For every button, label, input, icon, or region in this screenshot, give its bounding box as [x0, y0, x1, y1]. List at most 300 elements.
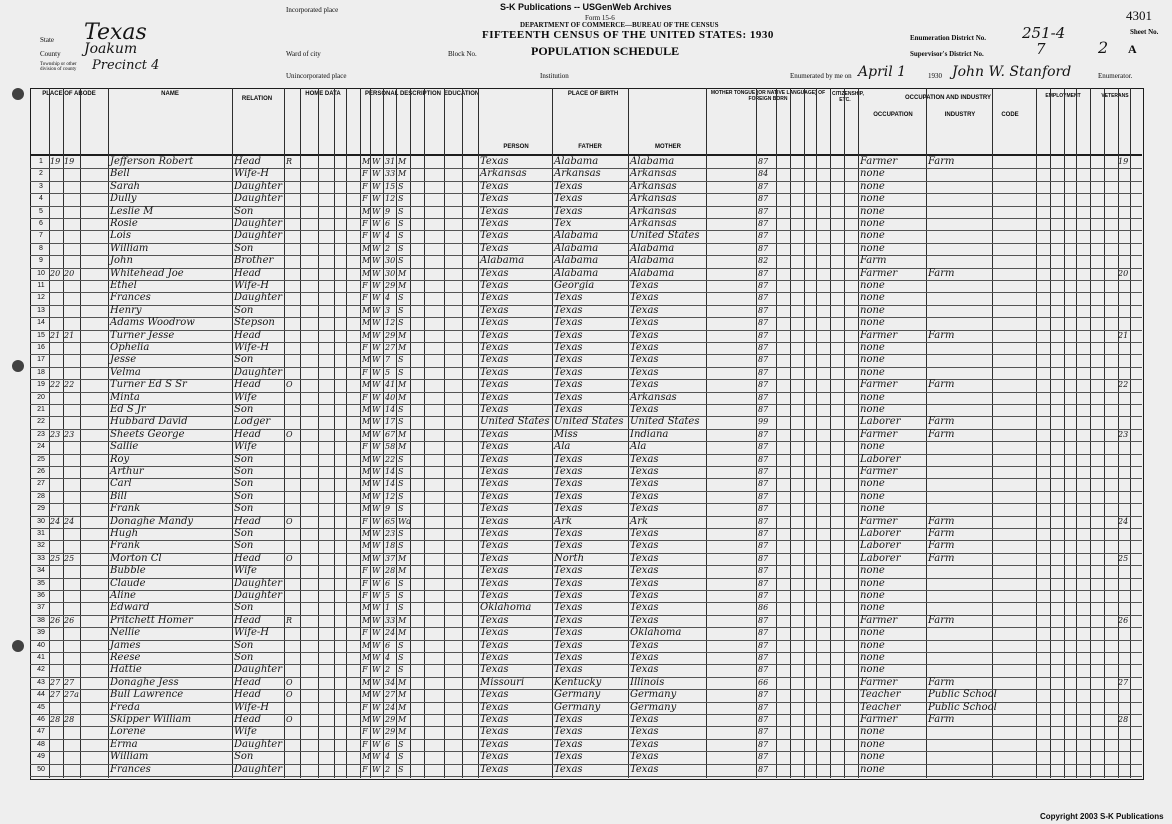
head-occupation: OCCUPATION	[873, 112, 913, 118]
cell-bp: Texas	[480, 503, 509, 515]
cell-code: 87	[758, 504, 769, 514]
cell-mbp: Texas	[630, 379, 659, 391]
cell-ms: S	[398, 529, 404, 538]
cell-dw: 26	[50, 615, 61, 625]
cell-ln: 27	[1118, 677, 1129, 687]
cell-mbp: Texas	[630, 292, 659, 304]
cell-ind: Public School	[928, 701, 997, 713]
cell-sex: F	[362, 764, 368, 774]
cell-name: Bell	[110, 168, 130, 180]
cell-rel: Son	[234, 540, 254, 552]
cell-rel: Daughter	[234, 738, 282, 750]
cell-name: Ophelia	[110, 342, 150, 353]
cell-age: 12	[385, 194, 396, 204]
cell-mbp: Arkansas	[630, 193, 677, 205]
cell-sex: M	[362, 243, 371, 253]
cell-ms: S	[398, 293, 404, 303]
cell-occ: Teacher	[860, 701, 901, 713]
cell-sex: M	[362, 529, 371, 538]
cell-name: Bubble	[110, 565, 146, 577]
supervisor-value: 7	[1036, 40, 1046, 58]
institution-label: Institution	[540, 72, 569, 80]
cell-ln: 23	[1118, 429, 1129, 439]
cell-name: Erma	[110, 738, 138, 750]
cell-bp: Texas	[480, 701, 509, 713]
cell-mbp: Texas	[630, 466, 659, 477]
cell-name: Leslie M	[110, 205, 154, 217]
cell-ms: S	[398, 318, 404, 328]
cell-age: 14	[385, 405, 396, 414]
head-mother: MOTHER	[655, 144, 681, 150]
cell-ms: S	[398, 504, 404, 514]
cell-ms: S	[398, 405, 404, 414]
cell-mbp: Germany	[630, 689, 677, 701]
cell-name: Jefferson Robert	[110, 156, 194, 167]
enum-district-label: Enumeration District No.	[910, 34, 987, 42]
cell-occ: none	[860, 168, 885, 180]
cell-rel: Son	[234, 205, 254, 217]
cell-code: 87	[758, 553, 769, 563]
cell-rel: Head	[234, 329, 262, 341]
cell-occ: none	[860, 280, 885, 291]
cell-name: Donaghe Mandy	[110, 515, 194, 527]
cell-race: W	[372, 702, 381, 712]
cell-code: 87	[758, 702, 769, 712]
row-number: 28	[37, 492, 45, 500]
cell-age: 23	[385, 529, 396, 538]
row-number: 14	[37, 319, 45, 327]
cell-bp: Texas	[480, 590, 509, 601]
cell-sex: F	[362, 442, 368, 452]
cell-ms: M	[398, 677, 407, 687]
cell-rel: Son	[234, 478, 254, 490]
cell-dw: 27	[50, 677, 61, 687]
group-home-data: HOME DATA	[305, 91, 341, 97]
cell-name: Bull Lawrence	[110, 689, 184, 701]
cell-rel: Head	[234, 379, 262, 391]
cell-fbp: Alabama	[554, 156, 599, 167]
cell-rel: Wife-H	[234, 168, 270, 180]
cell-rel: Wife	[234, 726, 257, 738]
cell-ms: Wd	[398, 516, 412, 526]
cell-name: Turner Ed S Sr	[110, 379, 187, 391]
cell-fbp: Texas	[554, 614, 583, 626]
cell-code: 84	[758, 169, 769, 179]
cell-ms: S	[398, 367, 404, 377]
state-label: State	[40, 36, 54, 44]
cell-age: 24	[385, 628, 396, 638]
cell-fbp: Tex	[554, 218, 572, 229]
cell-sex: M	[362, 479, 371, 489]
cell-rel: Head	[234, 676, 262, 688]
cell-race: W	[372, 429, 381, 439]
cell-sex: F	[362, 392, 368, 402]
cell-occ: none	[860, 205, 885, 217]
cell-bp: Texas	[480, 751, 509, 763]
cell-fbp: Texas	[554, 751, 583, 763]
cell-sex: M	[362, 615, 371, 625]
cell-fbp: Ala	[554, 441, 571, 453]
cell-race: W	[372, 181, 381, 191]
cell-occ: none	[860, 230, 885, 242]
cell-occ: Laborer	[860, 416, 901, 428]
cell-code: 87	[758, 454, 769, 464]
cell-race: W	[372, 529, 381, 538]
cell-race: W	[372, 343, 381, 352]
cell-occ: none	[860, 218, 885, 229]
row-number: 43	[37, 678, 45, 686]
cell-ln: 19	[1118, 157, 1129, 166]
cell-race: W	[372, 727, 381, 737]
row-number: 31	[37, 530, 45, 537]
cell-mbp: Texas	[630, 490, 659, 502]
cell-sex: M	[362, 318, 371, 328]
cell-ms: S	[398, 181, 404, 191]
row-number: 45	[37, 703, 45, 711]
group-mother-tongue: MOTHER TONGUE (OR NATIVE LANGUAGE) OF FOREIGN BORN	[710, 90, 826, 102]
cell-occ: none	[860, 602, 885, 614]
row-number: 26	[37, 468, 45, 475]
cell-bp: Texas	[480, 565, 509, 577]
cell-sex: M	[362, 355, 371, 365]
township-value: Precinct 4	[92, 58, 160, 73]
cell-fam: 24	[64, 516, 75, 526]
cell-race: W	[372, 764, 381, 774]
cell-ind: Farm	[928, 614, 955, 626]
cell-code: 87	[758, 727, 769, 737]
cell-rel: Son	[234, 242, 254, 254]
department-heading: DEPARTMENT OF COMMERCE—BUREAU OF THE CENSUS	[520, 21, 719, 29]
cell-race: W	[372, 194, 381, 204]
cell-fbp: Arkansas	[554, 168, 601, 180]
cell-bp: Texas	[480, 738, 509, 750]
cell-ms: M	[398, 281, 407, 290]
cell-occ: none	[860, 242, 885, 254]
cell-rel: Head	[234, 552, 262, 564]
row-number: 38	[37, 616, 45, 624]
cell-occ: Farmer	[860, 329, 898, 341]
row-number: 15	[37, 331, 45, 339]
cell-fbp: Miss	[554, 428, 578, 440]
cell-name: Rosie	[110, 218, 138, 229]
cell-bp: Texas	[480, 490, 509, 502]
cell-rel: Wife	[234, 565, 257, 577]
cell-sex: M	[362, 305, 371, 315]
cell-name: Dully	[110, 193, 137, 205]
cell-mbp: Texas	[630, 614, 659, 626]
cell-sex: F	[362, 628, 368, 638]
cell-rel: Son	[234, 751, 254, 763]
cell-sex: F	[362, 219, 368, 228]
cell-sex: F	[362, 702, 368, 712]
cell-age: 5	[385, 367, 391, 377]
cell-race: W	[372, 293, 381, 303]
cell-occ: Farm	[860, 255, 887, 267]
cell-name: Henry	[110, 304, 142, 316]
cell-age: 6	[385, 219, 391, 228]
cell-code: 87	[758, 628, 769, 638]
cell-bp: Texas	[480, 180, 509, 192]
cell-code: 87	[758, 318, 769, 328]
cell-own: O	[286, 516, 293, 526]
cell-race: W	[372, 305, 381, 315]
cell-occ: none	[860, 441, 885, 453]
cell-ms: M	[398, 157, 407, 166]
cell-age: 7	[385, 355, 391, 365]
cell-sex: M	[362, 330, 371, 340]
cell-fbp: Germany	[554, 701, 601, 713]
cell-name: Morton Cl	[110, 552, 162, 564]
cell-fbp: Texas	[554, 738, 583, 750]
cell-sex: F	[362, 194, 368, 204]
cell-name: Claude	[110, 577, 146, 589]
row-number: 19	[37, 381, 45, 389]
cell-occ: none	[860, 639, 885, 651]
cell-age: 4	[385, 293, 391, 303]
cell-race: W	[372, 690, 381, 700]
cell-code: 87	[758, 181, 769, 191]
cell-age: 3	[385, 305, 391, 315]
cell-ms: M	[398, 380, 407, 390]
row-number: 32	[37, 542, 45, 550]
cell-age: 9	[385, 206, 391, 216]
cell-code: 87	[758, 591, 769, 600]
cell-race: W	[372, 231, 381, 241]
cell-mbp: Texas	[630, 528, 659, 539]
cell-fam: 21	[64, 330, 75, 340]
row-number: 3	[39, 182, 43, 190]
row-number: 50	[37, 765, 45, 773]
cell-occ: Farmer	[860, 267, 898, 279]
cell-code: 66	[758, 677, 769, 687]
cell-rel: Daughter	[234, 193, 282, 205]
cell-age: 2	[385, 764, 391, 774]
cell-ms: M	[398, 330, 407, 340]
head-father: FATHER	[578, 144, 602, 150]
cell-dw: 21	[50, 330, 61, 340]
cell-occ: none	[860, 404, 885, 415]
cell-fam: 27a	[64, 690, 79, 700]
cell-name: Nellie	[110, 627, 141, 639]
cell-occ: Farmer	[860, 614, 898, 626]
row-number: 24	[37, 443, 45, 451]
cell-name: John	[110, 255, 133, 267]
cell-ms: S	[398, 194, 404, 204]
cell-dw: 25	[50, 553, 61, 563]
cell-bp: Texas	[480, 354, 509, 366]
cell-occ: none	[860, 577, 885, 589]
cell-sex: F	[362, 739, 368, 749]
cell-bp: Oklahoma	[480, 602, 532, 614]
cell-ms: M	[398, 690, 407, 700]
cell-bp: Texas	[480, 652, 509, 663]
cell-rel: Son	[234, 404, 254, 415]
cell-name: Frances	[110, 292, 151, 304]
cell-ms: S	[398, 739, 404, 749]
cell-name: Freda	[110, 701, 140, 713]
cell-age: 40	[385, 392, 396, 402]
cell-sex: F	[362, 293, 368, 303]
cell-code: 87	[758, 541, 769, 551]
sheet-no-value: 2	[1098, 38, 1109, 57]
row-number: 11	[37, 282, 45, 289]
cell-rel: Stepson	[234, 317, 275, 329]
cell-fbp: Texas	[554, 205, 583, 217]
cell-race: W	[372, 442, 381, 452]
cell-occ: none	[860, 180, 885, 192]
ward-label: Ward of city	[286, 50, 321, 58]
cell-mbp: Alabama	[630, 255, 675, 267]
cell-bp: Texas	[480, 552, 509, 564]
cell-rel: Wife-H	[234, 627, 270, 639]
cell-age: 31	[385, 157, 396, 166]
cell-age: 6	[385, 739, 391, 749]
cell-age: 29	[385, 330, 396, 340]
cell-bp: Texas	[480, 317, 509, 329]
cell-fbp: Texas	[554, 193, 583, 205]
cell-name: Frank	[110, 503, 141, 515]
cell-occ: Teacher	[860, 689, 901, 701]
group-name: NAME	[161, 91, 179, 97]
cell-ms: S	[398, 491, 404, 501]
group-personal: PERSONAL DESCRIPTION	[365, 91, 441, 97]
cell-occ: none	[860, 478, 885, 490]
cell-code: 87	[758, 739, 769, 749]
row-number: 27	[37, 480, 45, 488]
cell-code: 87	[758, 405, 769, 414]
cell-code: 87	[758, 715, 769, 724]
cell-fbp: Texas	[554, 490, 583, 502]
cell-code: 87	[758, 516, 769, 526]
row-number: 36	[37, 592, 45, 599]
cell-sex: M	[362, 640, 371, 650]
cell-fbp: Texas	[554, 342, 583, 353]
cell-mbp: Texas	[630, 453, 659, 465]
cell-mbp: Texas	[630, 751, 659, 763]
cell-dw: 19	[50, 157, 61, 166]
cell-ind: Farm	[928, 714, 955, 725]
cell-name: Hugh	[110, 528, 139, 539]
group-relation: RELATION	[241, 96, 273, 102]
cell-occ: Farmer	[860, 466, 898, 477]
cell-code: 87	[758, 392, 769, 402]
row-number: 48	[37, 740, 45, 748]
cell-occ: none	[860, 664, 885, 676]
cell-rel: Daughter	[234, 590, 282, 601]
cell-rel: Son	[234, 503, 254, 515]
cell-bp: Alabama	[480, 255, 525, 267]
cell-rel: Son	[234, 453, 254, 465]
block-label: Block No.	[448, 50, 477, 58]
cell-age: 29	[385, 281, 396, 290]
cell-ind: Farm	[928, 329, 955, 341]
cell-ind: Farm	[928, 540, 955, 552]
cell-bp: Texas	[480, 218, 509, 229]
cell-mbp: Texas	[630, 304, 659, 316]
cell-ln: 25	[1118, 553, 1129, 563]
cell-name: Pritchett Homer	[110, 614, 193, 626]
cell-name: Minta	[110, 391, 140, 403]
cell-name: Reese	[110, 652, 141, 663]
cell-bp: Texas	[480, 156, 509, 167]
row-number: 16	[37, 344, 45, 351]
cell-fbp: Texas	[554, 453, 583, 465]
cell-bp: Texas	[480, 466, 509, 477]
cell-code: 87	[758, 566, 769, 576]
group-place-of-birth: PLACE OF BIRTH	[567, 91, 619, 97]
row-number: 29	[37, 505, 45, 513]
county-label: County	[40, 50, 61, 58]
cell-sex: M	[362, 454, 371, 464]
cell-occ: none	[860, 342, 885, 353]
cell-fbp: Alabama	[554, 230, 599, 242]
cell-race: W	[372, 454, 381, 464]
row-number: 39	[37, 629, 45, 637]
cell-code: 87	[758, 653, 769, 662]
cell-race: W	[372, 628, 381, 638]
cell-sex: M	[362, 380, 371, 390]
cell-sex: M	[362, 690, 371, 700]
cell-bp: Texas	[480, 627, 509, 639]
cell-ind: Farm	[928, 156, 955, 167]
cell-occ: none	[860, 751, 885, 763]
cell-code: 87	[758, 380, 769, 390]
cell-bp: Texas	[480, 453, 509, 465]
cell-rel: Head	[234, 614, 262, 626]
cell-age: 9	[385, 504, 391, 514]
cell-ms: S	[398, 256, 404, 266]
cell-ind: Farm	[928, 528, 955, 539]
cell-age: 12	[385, 491, 396, 501]
enumerator-label: Enumerator.	[1098, 72, 1133, 80]
cell-bp: Texas	[480, 280, 509, 291]
cell-age: 6	[385, 640, 391, 650]
cell-ms: M	[398, 615, 407, 625]
cell-bp: Texas	[480, 379, 509, 391]
cell-bp: Texas	[480, 714, 509, 725]
cell-own: O	[286, 690, 293, 700]
cell-fbp: Texas	[554, 317, 583, 329]
cell-sex: M	[362, 752, 371, 762]
cell-dw: 23	[50, 429, 61, 439]
cell-mbp: Texas	[630, 639, 659, 651]
cell-age: 4	[385, 231, 391, 241]
cell-occ: none	[860, 726, 885, 738]
cell-ms: M	[398, 343, 407, 352]
cell-mbp: Texas	[630, 763, 659, 775]
cell-ms: S	[398, 640, 404, 650]
cell-ln: 28	[1118, 715, 1129, 724]
row-number: 30	[37, 517, 45, 525]
cell-race: W	[372, 640, 381, 650]
cell-ind: Farm	[928, 428, 955, 440]
cell-rel: Daughter	[234, 292, 282, 304]
cell-ms: S	[398, 467, 404, 476]
cell-mbp: Arkansas	[630, 180, 677, 192]
cell-mbp: Texas	[630, 552, 659, 564]
cell-sex: M	[362, 553, 371, 563]
cell-mbp: Texas	[630, 726, 659, 738]
cell-sex: F	[362, 367, 368, 377]
cell-code: 87	[758, 343, 769, 352]
cell-sex: M	[362, 467, 371, 476]
row-number: 17	[37, 356, 45, 364]
cell-sex: M	[362, 715, 371, 724]
cell-name: Bill	[110, 490, 127, 502]
cell-fbp: Texas	[554, 528, 583, 539]
cell-rel: Son	[234, 354, 254, 366]
cell-rel: Daughter	[234, 763, 282, 775]
